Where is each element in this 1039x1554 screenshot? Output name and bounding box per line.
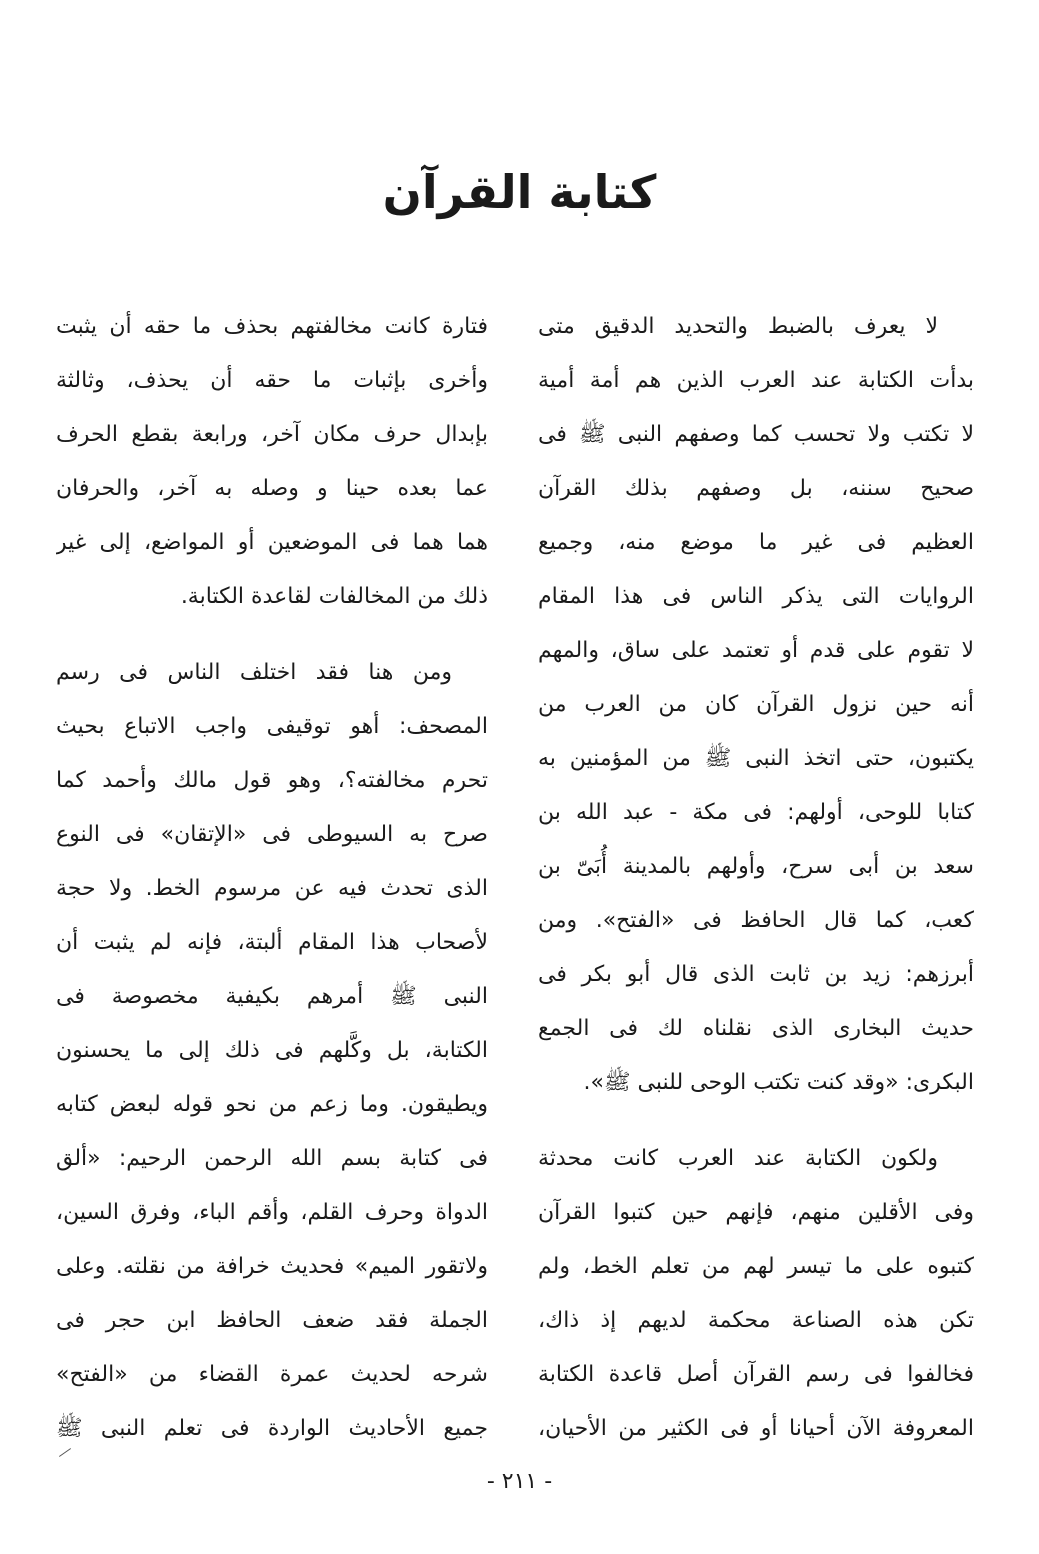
text-line: يكتبون، حتى اتخذ النبى ﷺ من المؤمنين به [538,746,974,771]
page-number: - ٢١١ - [486,1469,553,1494]
text-line: المعروفة الآن أحيانا أو فى الكثير من الأحيان، [538,1416,974,1441]
paragraph-gap [538,1110,974,1132]
text-line: بدأت الكتابة عند العرب الذين هم أمة أمية [538,368,974,393]
paragraph-gap [56,624,488,646]
text-line: تكن هذه الصناعة محكمة لديهم إذ ذاك، [538,1308,974,1333]
text-line: الذى تحدث فيه عن مرسوم الخط. ولا حجة [56,876,488,901]
text-line: هما هما فى الموضعين أو المواضع، إلى غير [56,530,488,555]
text-line: لأصحاب هذا المقام ألبتة، فإنه لم يثبت أن [56,930,488,955]
text-line: بإبدال حرف مكان آخر، ورابعة بقطع الحرف [56,422,488,447]
text-line: كعب، كما قال الحافظ فى «الفتح». ومن [538,908,974,933]
text-line: فخالفوا فى رسم القرآن أصل قاعدة الكتابة [538,1362,974,1387]
text-line: شرحه لحديث عمرة القضاء من «الفتح» [56,1362,488,1387]
text-line: ولكون الكتابة عند العرب كانت محدثة [538,1146,938,1171]
text-line: وفى الأقلين منهم، فإنهم حين كتبوا القرآن [538,1200,974,1225]
text-line: صحيح سننه، بل وصفهم بذلك القرآن [538,476,974,501]
text-line: أبرزهم: زيد بن ثابت الذى قال أبو بكر فى [538,962,974,987]
text-line: كتابا للوحى، أولهم: فى مكة - عبد الله بن [538,800,974,825]
left-text-column [56,300,488,1456]
text-line: الدواة وحرف القلم، وأقم الباء، وفرق السين، [56,1200,488,1225]
text-line: صرح به السيوطى فى «الإتقان» فى النوع [56,822,488,847]
text-line: ومن هنا فقد اختلف الناس فى رسم [56,660,452,685]
text-line: ذلك من المخالفات لقاعدة الكتابة. [180,584,488,609]
text-line: فى كتابة بسم الله الرحمن الرحيم: «ألق [56,1146,488,1171]
text-line: النبى ﷺ أمرهم بكيفية مخصوصة فى [56,984,488,1009]
text-line: المصحف: أهو توقيفى واجب الاتباع بحيث [56,714,488,739]
text-line: أنه حين نزول القرآن كان من العرب من [538,692,974,717]
text-line: ويطيقون. وما زعم من نحو قوله لبعض كتابه [56,1092,488,1117]
text-line: العظيم فى غير ما موضع منه، وجميع [538,530,974,555]
text-line: لا تكتب ولا تحسب كما وصفهم النبى ﷺ فى [538,422,974,447]
text-line: فتارة كانت مخالفتهم بحذف ما حقه أن يثبت [56,314,488,339]
text-line: كتبوه على ما تيسر لهم من تعلم الخط، ولم [538,1254,974,1279]
text-line: سعد بن أبى سرح، وأولهم بالمدينة أُبَىّ بن [538,854,974,879]
right-text-column [538,300,974,1456]
text-line: جميع الأحاديث الواردة فى تعلم النبى ﷺ [56,1416,488,1441]
text-line: وأخرى بإثبات ما حقه أن يحذف، وثالثة [56,368,488,393]
text-line: الكتابة، بل وكَّلهم فى ذلك إلى ما يحسنون [56,1038,488,1063]
text-line: عما بعده حينا و وصله به آخر، والحرفان [56,476,488,501]
text-line: ولاتقور الميم» فحديث خرافة من نقلته. وعلى [56,1254,488,1279]
text-line: البكرى: «وقد كنت تكتب الوحى للنبى ﷺ». [583,1070,974,1095]
text-line: تحرم مخالفته؟، وهو قول مالك وأحمد كما [56,768,488,793]
text-line: لا تقوم على قدم أو تعتمد على ساق، والمهم [538,638,974,663]
text-line: لا يعرف بالضبط والتحديد الدقيق متى [538,314,938,339]
text-line: الجملة فقد ضعف الحافظ ابن حجر فى [56,1308,488,1333]
text-line: الروايات التى يذكر الناس فى هذا المقام [538,584,974,609]
text-line: حديث البخارى الذى نقلناه لك فى الجمع [538,1016,974,1041]
page-title: كتابة القرآن [382,165,657,219]
